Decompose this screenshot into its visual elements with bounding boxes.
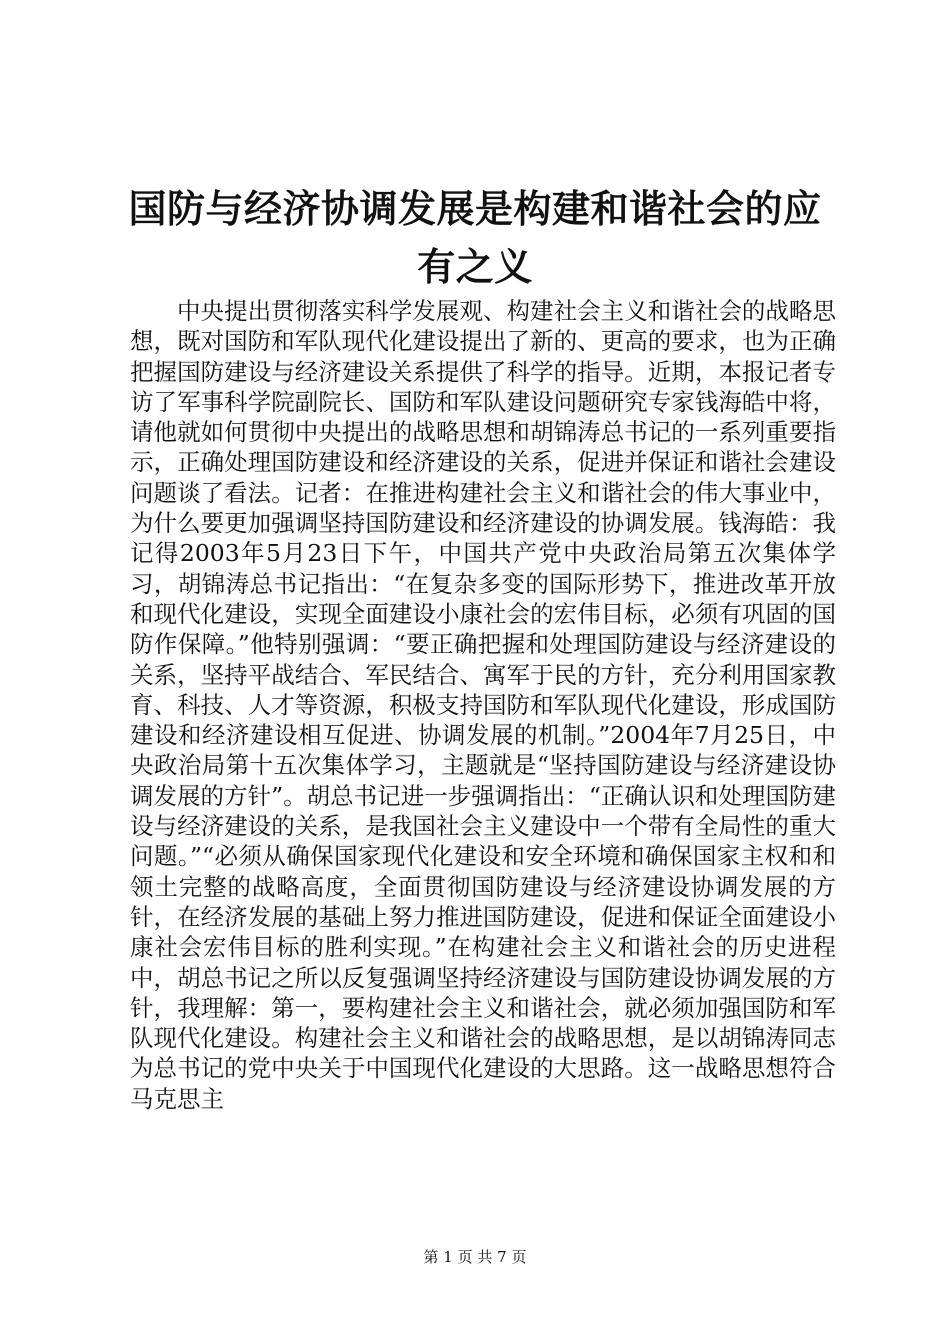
body-paragraph: 中央提出贯彻落实科学发展观、构建社会主义和谐社会的战略思想，既对国防和军队现代化建设提出了新的、更高的要求，也为正确把握国防建设与经济建设关系提供了科学的指导。近期，本报记者专访了军事科学院副院长、国防和军队建设问题研究专家钱海皓中将，请他就如何贯彻中央提出的战略思想和胡锦涛总书记的一系列重要指示，正确处理国防建设和经济建设的关系，促进并保证和谐社会建设问题谈了看法。记者：在推进构建社会主义和谐社会的伟大事业中，为什么要更加强调坚持国防建设和经济建设的协调发展。钱海皓：我记得2003年5月23日下午，中国共产党中央政治局第五次集体学习，胡锦涛总书记指出：“在复杂多变的国际形势下，推进改革开放和现代化建设，实现全面建设小康社会的宏伟目标，必须有巩固的国防作保障。”他特别强调：“要正确把握和处理国防建设与经济建设的关系，坚持平战结合、军民结合、寓军于民的方针，充分利用国家教育、科技、人才等资源，积极支持国防和军队现代化建设，形成国防建设和经济建设相互促进、协调发展的机制。”2004年7月25日，中央政治局第十五次集体学习，主题就是“坚持国防建设与经济建设协调发展的方针”。胡总书记进一步强调指出：“正确认识和处理国防建设与经济建设的关系，是我国社会主义建设中一个带有全局性的重大问题。”“必须从确保国家现代化建设和安全环境和确保国家主权和和领土完整的战略高度，全面贯彻国防建设与经济建设协调发展的方针，在经济发展的基础上努力推进国防建设，促进和保证全面建设小康社会宏伟目标的胜利实现。”在构建社会主义和谐社会的历史进程中，胡总书记之所以反复强调坚持经济建设与国防建设协调发展的方针，我理解：第一，要构建社会主义和谐社会，就必须加强国防和军队现代化建设。构建社会主义和谐社会的战略思想，是以胡锦涛同志为总书记的党中央关于中国现代化建设的大思路。这一战略思想符合马克思主	[130, 297, 836, 1113]
page-number-footer: 第 1 页 共 7 页	[423, 1248, 527, 1266]
document-title: 国防与经济协调发展是构建和谐社会的应有之义	[128, 186, 822, 289]
